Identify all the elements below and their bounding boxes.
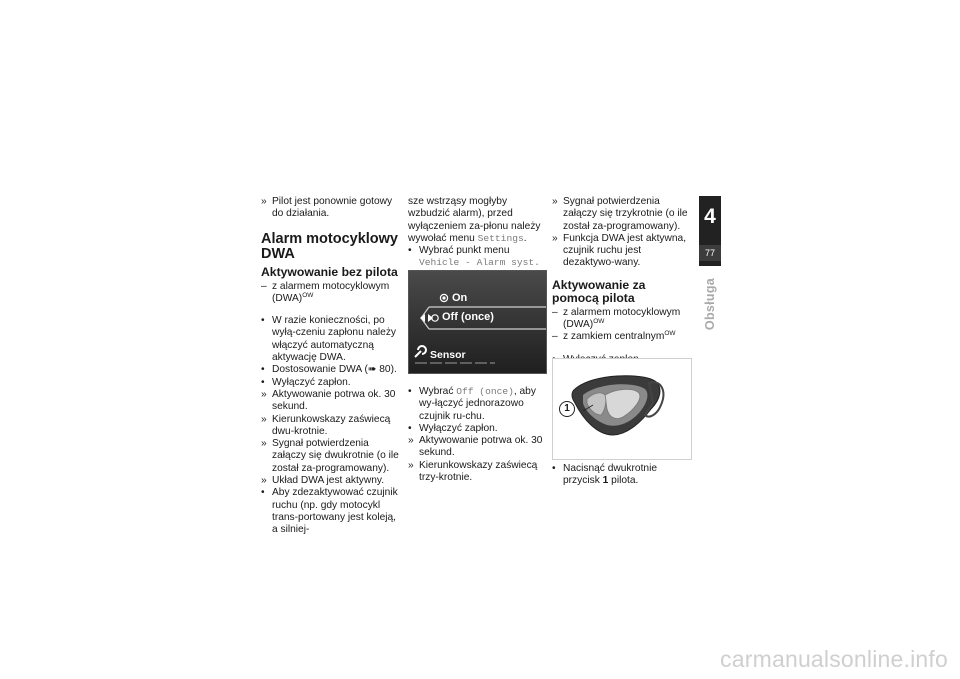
result-item: » Sygnał potwierdzenia załączy się dwukrotnie (o ile został za-programowany). [261, 438, 399, 474]
result-item: » Aktywowanie potrwa ok. 30 sekund. [261, 388, 396, 413]
chapter-number: 4 [704, 205, 716, 228]
key-fob-figure [552, 358, 692, 460]
requirement-item: – z zamkiem centralnym$^{OW}$ [552, 330, 676, 343]
result-item: » Funkcja DWA jest aktywna, czujnik ruchu jest dezaktywo-wany. [552, 232, 687, 269]
option-off-once: Off (once) [442, 311, 494, 323]
step-item: • Wyłączyć zapłon. [261, 376, 351, 388]
page-number: 77 [699, 245, 721, 261]
step-item: • Wyłączyć zapłon. [408, 422, 498, 434]
step-item: • Wybrać punkt menu Vehicle - Alarm syst. [408, 245, 540, 269]
step-item: • Wybrać Off (once), aby wy-łączyć jednorazowo czujnik ru-chu. [408, 386, 536, 422]
page-ref-arrow-icon: ➠ [367, 364, 377, 376]
step-item: • Aby zdezaktywować czujnik ruchu (np. gdy motocykl trans-portowany jest koleją, a silniej- [261, 487, 398, 536]
step-item: • Dostosowanie DWA (➠ 80). [261, 364, 397, 376]
option-on: On [452, 292, 468, 304]
watermark: carmanualsonline.info [720, 646, 948, 672]
column-2-lower [408, 386, 546, 484]
result-item: » Kierunkowskazy zaświecą dwu-krotnie. [261, 413, 391, 437]
requirement-item: – z alarmem motocyklowym (DWA)$^{OW}$ [261, 280, 390, 304]
column-3 [552, 196, 691, 366]
subsection-heading: Aktywowanie bez pilota [261, 264, 398, 279]
result-item: » Aktywowanie potrwa ok. 30 sekund. [408, 435, 543, 459]
result-item: » Układ DWA jest aktywny. [261, 475, 385, 487]
display-screenshot [408, 270, 547, 374]
continued-text: sze wstrząsy mogłyby wzbudzić alarm), przed wyłączeniem za-płonu należy wywołać menu Settings. [408, 196, 541, 244]
result-item: » Kierunkowskazy zaświecą trzy-krotnie. [408, 459, 538, 484]
menu-label-sensor: Sensor [430, 349, 466, 361]
result-item: » Sygnał potwierdzenia załączy się trzykrotnie (o ile został za-programowany). [552, 196, 688, 232]
requirement-item: – z alarmem motocyklowym (DWA)$^{OW}$ [552, 306, 681, 331]
callout-circle: 1 [559, 401, 575, 417]
subsection-heading: Aktywowanie za pomocą pilota [552, 277, 646, 305]
column-3-lower [552, 463, 691, 488]
chapter-tab [699, 196, 721, 266]
result-item: » Pilot jest ponownie gotowy do działania. [261, 196, 393, 220]
section-heading: Alarm motocyklowy DWA [261, 230, 398, 262]
column-1 [261, 196, 400, 537]
step-item: • Nacisnąć dwukrotnie przycisk 1 pilota. [552, 463, 657, 487]
step-item: • W razie konieczności, po wyłą-czeniu zapłonu należy włączyć automatyczną aktywację DWA. [261, 315, 397, 364]
